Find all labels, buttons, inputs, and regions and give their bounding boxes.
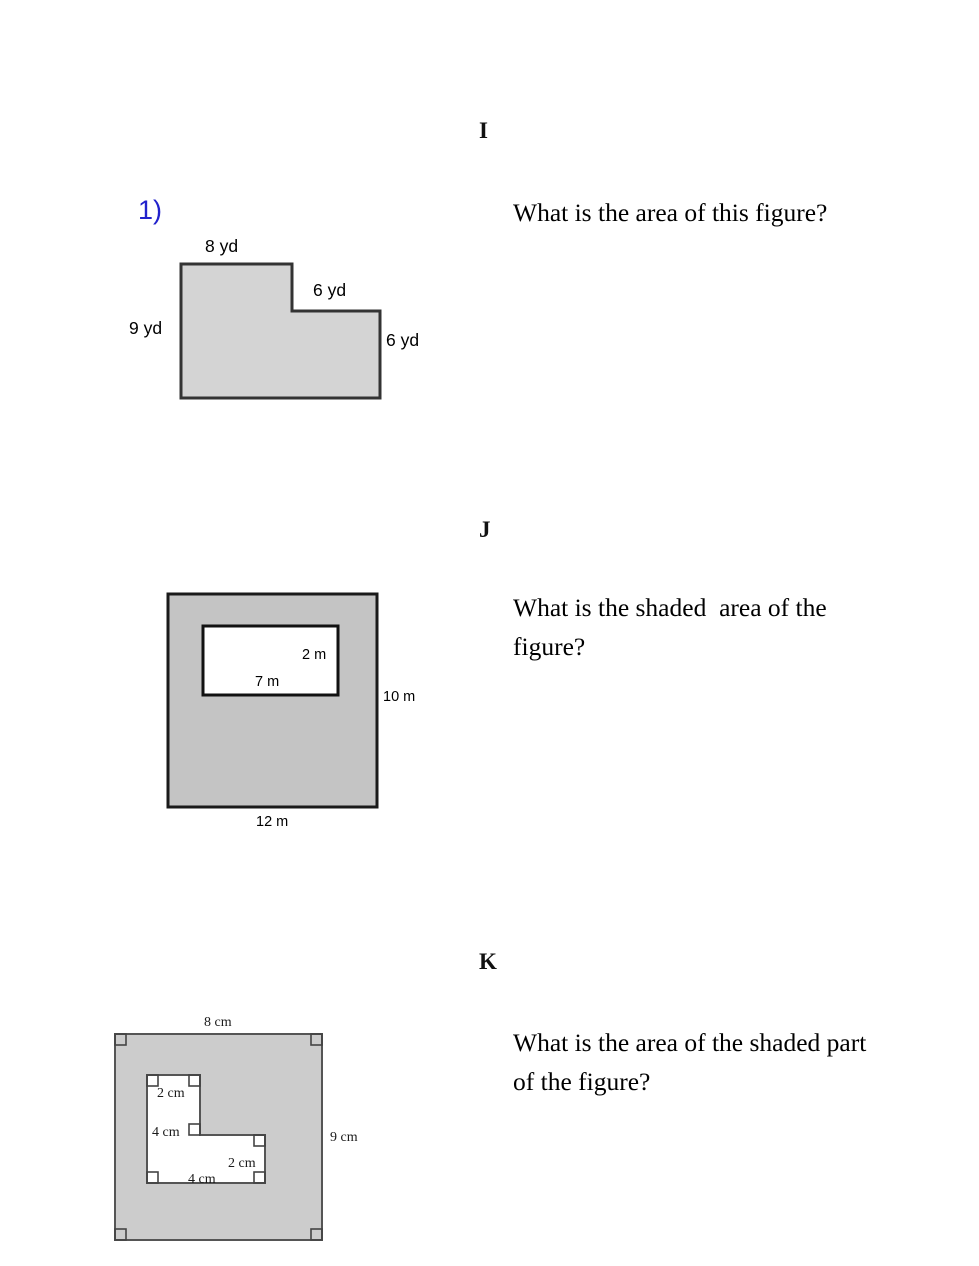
figure-i-label-top-left: 8 yd [205, 236, 239, 256]
figure-k-label-hole-top: 2 cm [157, 1086, 185, 1101]
figure-j-label-hole-right: 2 m [302, 647, 327, 663]
question-letter-k: K [479, 949, 497, 974]
question-text-j: What is the shaded area of the figure? [513, 593, 834, 661]
figure-k [100, 1005, 400, 1255]
figure-j-label-outer-bottom: 12 m [256, 814, 289, 830]
question-text-k: What is the area of the shaded part of the figure? [513, 1028, 873, 1096]
figure-j-label-outer-right: 10 m [383, 689, 416, 705]
figure-k-label-hole-bottom: 4 cm [188, 1172, 216, 1187]
l-shape-polygon [181, 264, 380, 398]
figure-j [150, 580, 450, 850]
question-text-i: What is the area of this figure? [513, 198, 828, 227]
figure-i-label-step-top: 6 yd [313, 280, 347, 300]
figure-i [120, 230, 450, 420]
figure-k-label-outer-right: 9 cm [330, 1130, 358, 1145]
figure-i-label-left-side: 9 yd [129, 318, 163, 338]
figure-k-label-hole-right: 2 cm [228, 1156, 256, 1171]
figure-i-label-right-side: 6 yd [386, 330, 420, 350]
figure-j-label-hole-bottom: 7 m [255, 674, 280, 690]
figure-k-label-hole-left: 4 cm [152, 1125, 180, 1140]
problem-number: 1) [138, 195, 163, 225]
question-letter-i: I [479, 118, 488, 143]
figure-j-shape [150, 580, 450, 850]
figure-i-shape [120, 230, 450, 420]
question-letter-j: J [479, 517, 491, 542]
figure-k-label-outer-top: 8 cm [204, 1015, 232, 1030]
